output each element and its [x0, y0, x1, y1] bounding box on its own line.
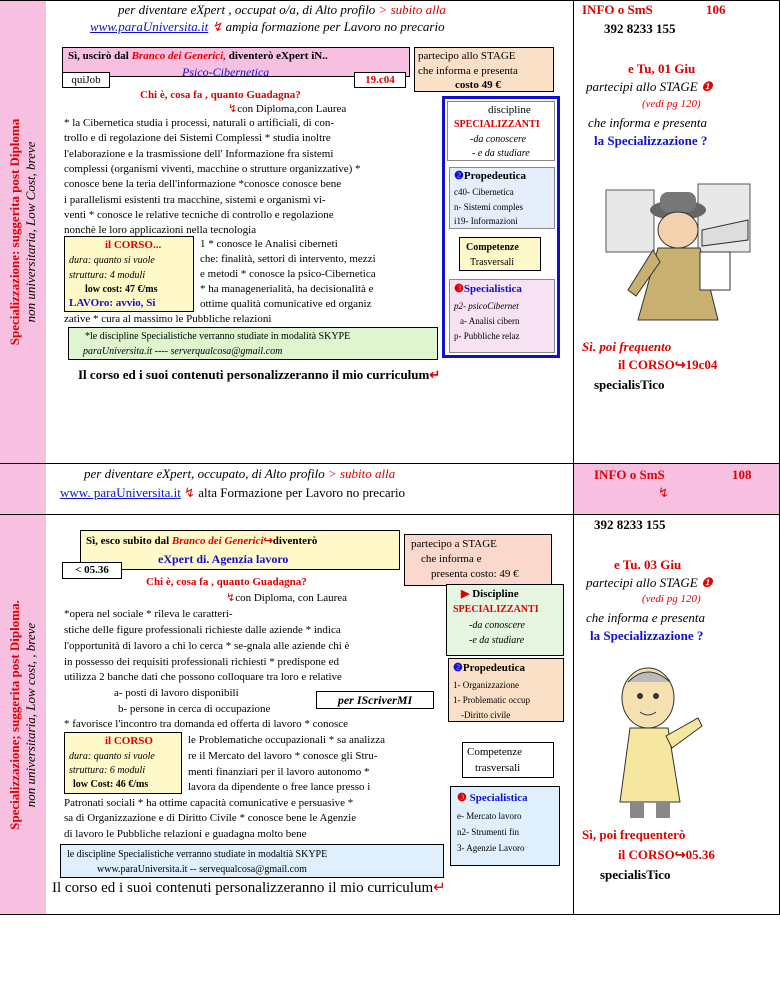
page-number-2: 108 — [732, 467, 752, 482]
side-spacer — [0, 464, 46, 514]
right-l1-1: e Tu, 01 Giu — [628, 61, 696, 76]
man-reading-illustration — [598, 170, 756, 330]
brand-line-2: Sì, esco subito dal Branco dei Generici↪diventerò — [86, 535, 318, 547]
subscribe-button[interactable]: per IScriverMI — [316, 691, 434, 709]
course-box: il CORSO... dura: quanto si vuole struttura: 4 moduli low cost: 47 €/ms LAVOro: avvio, Si — [64, 236, 194, 312]
course-box-2: il CORSO dura: quanto si vuole struttura: 6 moduli low Cost: 46 €/ms — [64, 732, 182, 794]
header2-line-1: per diventare eXpert, occupato, di Alto profilo > subito alla — [84, 466, 396, 481]
right-l5-1: la Specializzazione ? — [594, 133, 708, 148]
right-f2-2: il CORSO↪05.36 — [618, 847, 715, 862]
phone-1: 392 8233 155 — [604, 21, 676, 36]
info-sms-2: INFO o SmS — [594, 467, 665, 482]
right-f1-2: Sì, poi frequenterò — [582, 827, 686, 842]
who-title-2: Chi è, cosa fa , quanto Guadagna? — [146, 576, 307, 588]
skype-box-2: le discipline Specialistiche verranno studiate in modaltià SKYPE www.paraUniversita.it -- servequalcosa@gmail.com — [60, 844, 444, 878]
site-link[interactable]: www.paraUniversita.it — [90, 19, 209, 34]
right-f4-2: specialisTico — [600, 867, 671, 882]
lightning-icon: ↯ — [211, 19, 223, 34]
disciplines-panel: discipline SPECIALIZZANTI -da conoscere - e da studiare ❷Propedeutica c40- Cibernetica n- Sistemi comples i19- Informazioni Competenze Trasversali ❸Specialistica p2- psicoCibernet a- Analisi cibern p- Pubbliche relaz — [442, 96, 560, 358]
right-f4-1: specialisTico — [594, 377, 665, 392]
right-l5-2: la Specializzazione ? — [590, 628, 704, 643]
right-l4-2: che informa e presenta — [586, 610, 706, 625]
lightning-icon-2: ↯ — [658, 485, 669, 500]
quijob-tag: quiJob — [62, 72, 110, 88]
brand-line: Sì, uscirò dal Branco dei Generici, diventerò eXpert iN.. — [68, 50, 328, 62]
who-subtitle: ↯con Diploma,con Laurea — [228, 103, 347, 115]
skype-box: *le discipline Specialistiche verranno studiate in modalità SKYPE paraUniversita.it ---- serverqualcosa@gmail.com — [68, 327, 438, 360]
right-f2-1: il CORSO↪19c04 — [618, 357, 718, 372]
side-label-1: Specializzazione: suggerita post Diploma non universitaria, Low Cost, breve — [0, 1, 46, 463]
curriculum-line: Il corso ed i suoi contenuti personalizzeranno il mio curriculum↵ — [78, 367, 441, 382]
right-l2-2: partecipi allo STAGE ❶ — [586, 575, 713, 590]
header-line-2: www.paraUniversita.it ↯ ampia formazione per Lavoro no precario — [90, 19, 445, 34]
header2-line-2: www. paraUniversita.it ↯ alta Formazione per Lavoro no precario — [60, 485, 406, 500]
page-number-1: 106 — [706, 2, 726, 17]
stage-box-2: partecipo a STAGE che informa e presenta costo: 49 € — [404, 534, 552, 586]
code-badge: 19.c04 — [354, 72, 406, 88]
right-l2-1: partecipi allo STAGE ❶ — [586, 79, 713, 94]
spec-box-2: ❸ Specialistica e- Mercato lavoro n2- Strumenti fin 3- Agenzie Lavoro — [450, 786, 560, 866]
site-link-2[interactable]: www. paraUniversita.it — [60, 485, 181, 500]
right-f1-1: Sì. poi frequento — [582, 339, 672, 354]
prop-box-2: ❷Propedeutica 1- Organizzazione 1- Problematic occup -Diritto civile — [448, 658, 564, 722]
disciplines-box-2: ▶ Discipline SPECIALIZZANTI -da conoscere -e da studiare — [446, 584, 564, 656]
stage-box: partecipo allo STAGE che informa e presenta costo 49 € — [414, 47, 554, 92]
side-label-2: Specializzazione; suggerita post Diploma. non universitaria, Low cost, , breve — [0, 515, 46, 914]
right-l3-1: (vedi pg 120) — [642, 98, 701, 110]
who-subtitle-2: ↯con Diploma, con Laurea — [226, 592, 348, 604]
right-l1-2: e Tu. 03 Giu — [614, 557, 682, 572]
info-sms-1: INFO o SmS — [582, 2, 653, 17]
brand-title: Psico-Cibernetica — [182, 65, 270, 79]
man-pointing-illustration — [600, 652, 710, 822]
comp-box-2: Competenze trasversali — [462, 742, 554, 778]
header-line-1: per diventare eXpert , occupat o/a, di Alto profilo > subito alla — [118, 2, 446, 17]
curriculum-line-2: Il corso ed i suoi contenuti personalizzeranno il mio curriculum↵ — [52, 880, 446, 896]
right-l3-2: (vedi pg 120) — [642, 593, 701, 605]
brand-title-2: eXpert di. Agenzia lavoro — [158, 552, 289, 566]
phone-2: 392 8233 155 — [594, 517, 666, 532]
right-l4-1: che informa e presenta — [588, 115, 708, 130]
who-title: Chi è, cosa fa , quanto Guadagna? — [140, 89, 301, 101]
code-badge-2: < 05.36 — [62, 562, 122, 579]
